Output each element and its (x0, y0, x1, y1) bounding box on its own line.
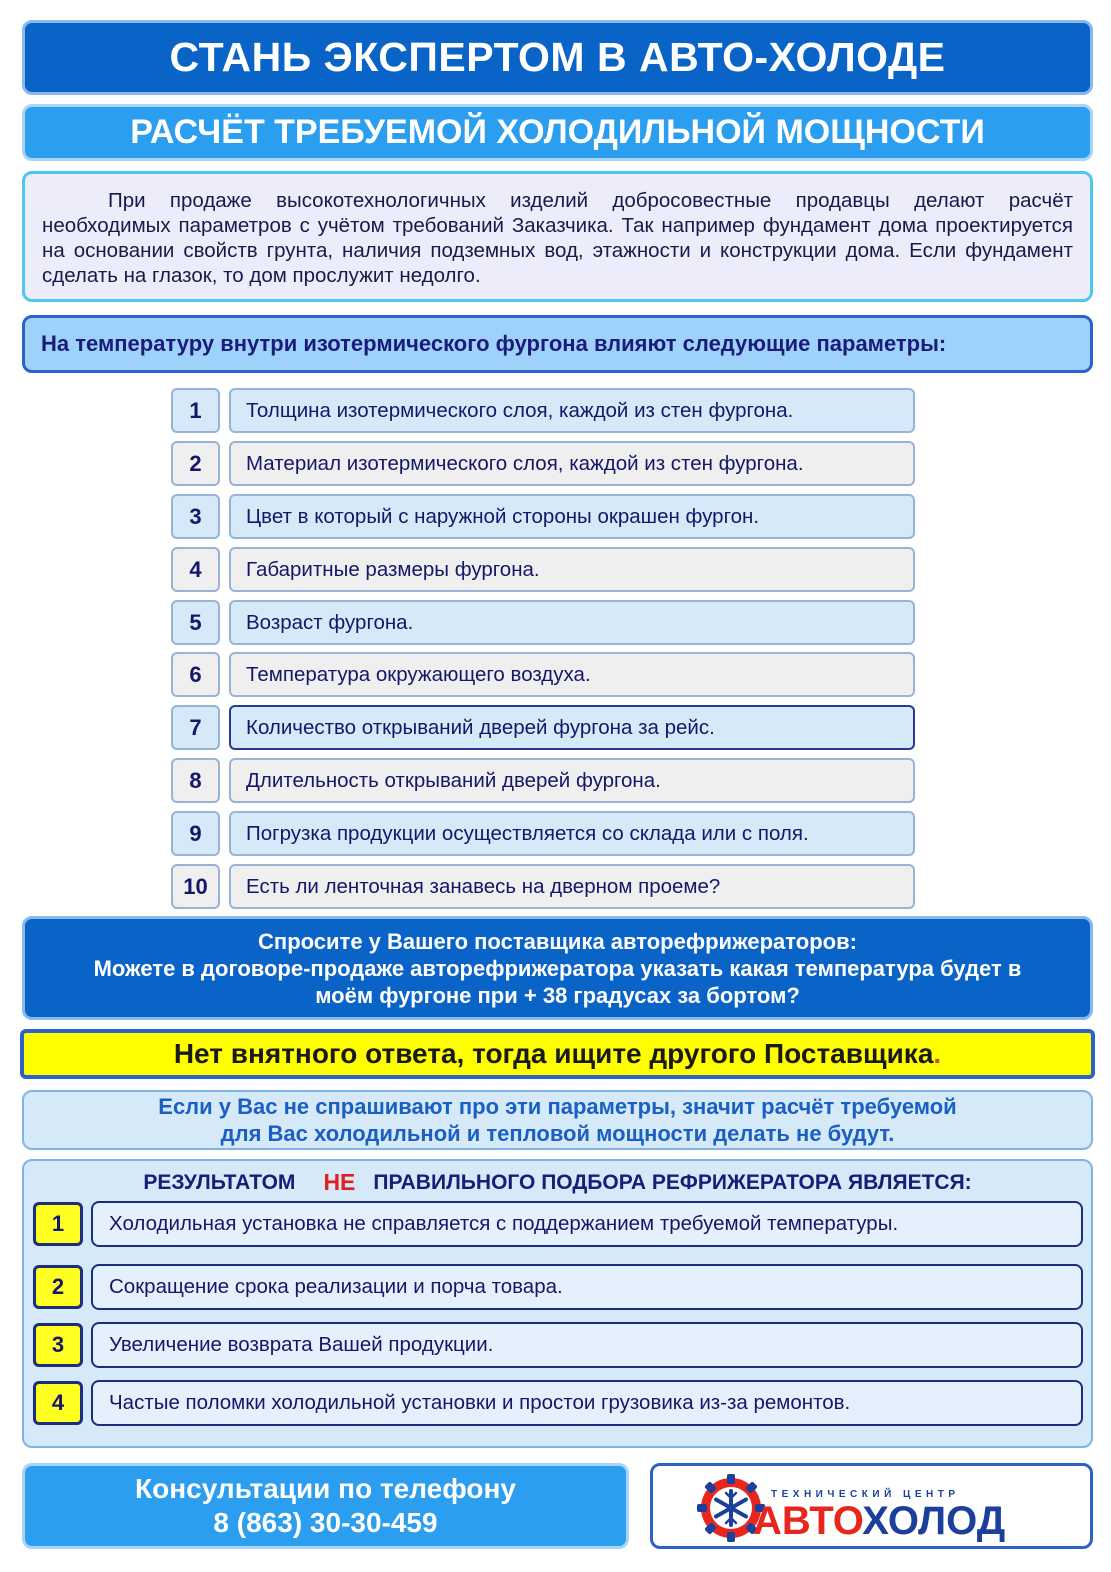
param-item: Цвет в который с наружной стороны окрашен фургон. (229, 494, 915, 539)
results-heading-negation: НЕ (323, 1169, 356, 1195)
param-number: 4 (171, 547, 220, 592)
param-number: 6 (171, 652, 220, 697)
result-number: 1 (33, 1202, 83, 1246)
question-line: Можете в договоре-продаже авторефрижератора указать какая температура будет в (93, 955, 1022, 981)
warning-dot: . (933, 1038, 942, 1069)
parameters-heading: На температуру внутри изотермического фургона влияют следующие параметры: (22, 315, 1093, 373)
warning-text: Нет внятного ответа, тогда ищите другого Поставщика (173, 1038, 934, 1069)
notice-line: Если у Вас не спрашивают про эти параметры, значит расчёт требуемой (158, 1094, 957, 1119)
results-heading-end: ПРАВИЛЬНОГО ПОДБОРА РЕФРИЖЕРАТОРА ЯВЛЯЕТСЯ: (373, 1170, 972, 1194)
question-line: Спросите у Вашего поставщика авторефрижераторов: (258, 928, 857, 954)
supplier-question (22, 916, 1093, 1020)
question-line: моём фургоне при + 38 градусах за бортом? (315, 982, 800, 1008)
notice-box (22, 1090, 1093, 1150)
results-heading-start: РЕЗУЛЬТАТОМ (143, 1170, 296, 1194)
result-item: Сокращение срока реализации и порча товара. (91, 1264, 1083, 1310)
param-item: Длительность открываний дверей фургона. (229, 758, 915, 803)
param-number: 9 (171, 811, 220, 856)
param-number: 8 (171, 758, 220, 803)
param-number: 3 (171, 494, 220, 539)
logo-word-part2: ХОЛОД (862, 1499, 1006, 1543)
page-title: СТАНЬ ЭКСПЕРТОМ В АВТО-ХОЛОДЕ (22, 20, 1093, 95)
result-item: Холодильная установка не справляется с поддержанием требуемой температуры. (91, 1201, 1083, 1247)
param-number: 10 (171, 864, 220, 909)
warning-banner (20, 1029, 1095, 1079)
logo-word-part1: АВТО (753, 1499, 863, 1543)
param-item: Материал изотермического слоя, каждой из стен фургона. (229, 441, 915, 486)
param-item: Температура окружающего воздуха. (229, 652, 915, 697)
result-number: 3 (33, 1323, 83, 1367)
contact-box (22, 1463, 629, 1549)
param-number: 1 (171, 388, 220, 433)
page-subtitle: РАСЧЁТ ТРЕБУЕМОЙ ХОЛОДИЛЬНОЙ МОЩНОСТИ (22, 104, 1093, 161)
results-heading (24, 1169, 1091, 1196)
param-number: 7 (171, 705, 220, 750)
company-logo (650, 1463, 1093, 1549)
param-item: Толщина изотермического слоя, каждой из стен фургона. (229, 388, 915, 433)
intro-paragraph: При продаже высокотехнологичных изделий добросовестные продавцы делают расчёт необходимых параметров с учётом требований Заказчика. Так например фундамент дома проектируется на основании свойств грунта, наличия подземных вод, этажности и конструкции дома. Если фундамент сделать на глазок, то дом прослужит недолго. (22, 171, 1093, 302)
param-item: Габаритные размеры фургона. (229, 547, 915, 592)
result-number: 4 (33, 1381, 83, 1425)
logo-subtitle: ТЕХНИЧЕСКИЙ ЦЕНТР (771, 1489, 960, 1500)
notice-line: для Вас холодильной и тепловой мощности делать не будут. (220, 1121, 895, 1146)
logo-wordmark (753, 1499, 1005, 1543)
param-item: Количество открываний дверей фургона за рейс. (229, 705, 915, 750)
param-item: Возраст фургона. (229, 600, 915, 645)
param-item: Погрузка продукции осуществляется со склада или с поля. (229, 811, 915, 856)
param-number: 5 (171, 600, 220, 645)
result-number: 2 (33, 1265, 83, 1309)
result-item: Увеличение возврата Вашей продукции. (91, 1322, 1083, 1368)
contact-label: Консультации по телефону (135, 1473, 516, 1504)
result-item: Частые поломки холодильной установки и простои грузовика из-за ремонтов. (91, 1380, 1083, 1426)
param-item: Есть ли ленточная занавесь на дверном проеме? (229, 864, 915, 909)
phone-number[interactable]: 8 (863) 30-30-459 (213, 1507, 438, 1538)
param-number: 2 (171, 441, 220, 486)
